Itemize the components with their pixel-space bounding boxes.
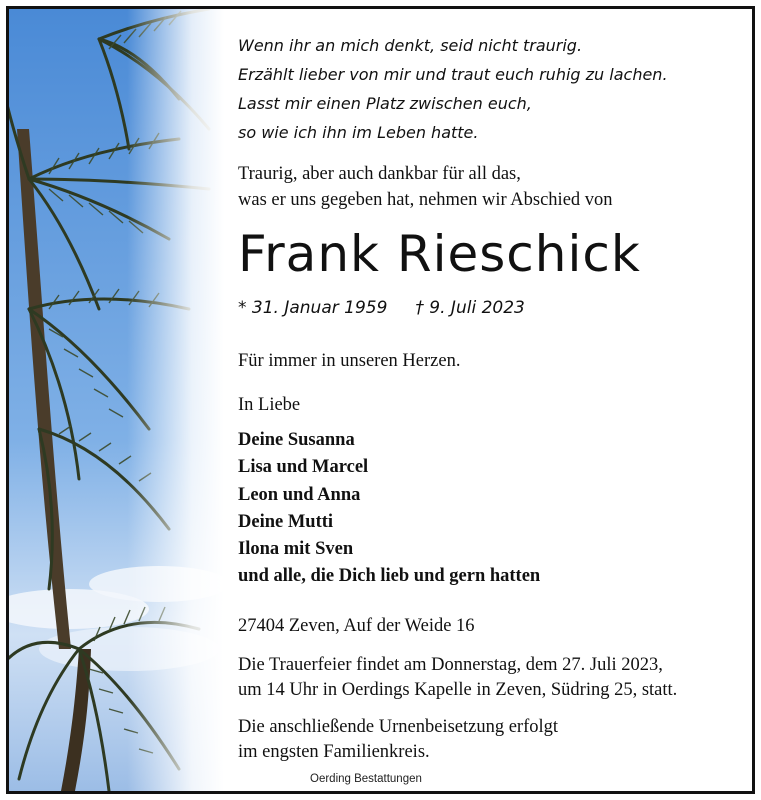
burial-info	[238, 715, 558, 765]
service-info	[238, 653, 677, 703]
mourner: Lisa und Marcel	[238, 457, 369, 478]
mourner: Deine Mutti	[238, 511, 334, 532]
service-line: um 14 Uhr in Oerdings Kapelle in Zeven, Südring 25, statt.	[238, 680, 678, 700]
intro-line: Traurig, aber auch dankbar für all das,	[238, 164, 521, 184]
intro-text	[238, 161, 613, 213]
palm-tree-photo	[9, 9, 224, 791]
life-dates	[238, 298, 525, 318]
burial-line: im engsten Familienkreis.	[238, 742, 430, 762]
deceased-name: Frank Rieschick	[238, 225, 641, 283]
death-date: † 9. Juli 2023	[415, 298, 525, 318]
mourner: Leon und Anna	[238, 484, 361, 505]
poem-line: Wenn ihr an mich denkt, seid nicht traurig.	[238, 36, 583, 55]
birth-date: * 31. Januar 1959	[238, 298, 388, 318]
obituary-text	[238, 9, 748, 791]
burial-line: Die anschließende Urnenbeisetzung erfolgt	[238, 717, 559, 737]
poem-line: so wie ich ihn im Leben hatte.	[238, 123, 479, 142]
address: 27404 Zeven, Auf der Weide 16	[238, 616, 475, 636]
mourner: und alle, die Dich lieb und gern hatten	[238, 566, 541, 587]
mourners-list	[238, 427, 540, 591]
poem	[238, 31, 668, 147]
service-line: Die Trauerfeier findet am Donnerstag, dem 27. Juli 2023,	[238, 655, 663, 675]
poem-line: Erzählt lieber von mir und traut euch ruhig zu lachen.	[238, 65, 668, 84]
motto: Für immer in unseren Herzen.	[238, 351, 461, 371]
mourner: Ilona mit Sven	[238, 539, 354, 560]
undertaker-credit: Oerding Bestattungen	[310, 773, 422, 785]
mourner: Deine Susanna	[238, 430, 355, 450]
poem-line: Lasst mir einen Platz zwischen euch,	[238, 94, 532, 113]
intro-line: was er uns gegeben hat, nehmen wir Abschied von	[238, 190, 613, 210]
obituary-frame	[6, 6, 755, 794]
in-love-label: In Liebe	[238, 395, 301, 415]
